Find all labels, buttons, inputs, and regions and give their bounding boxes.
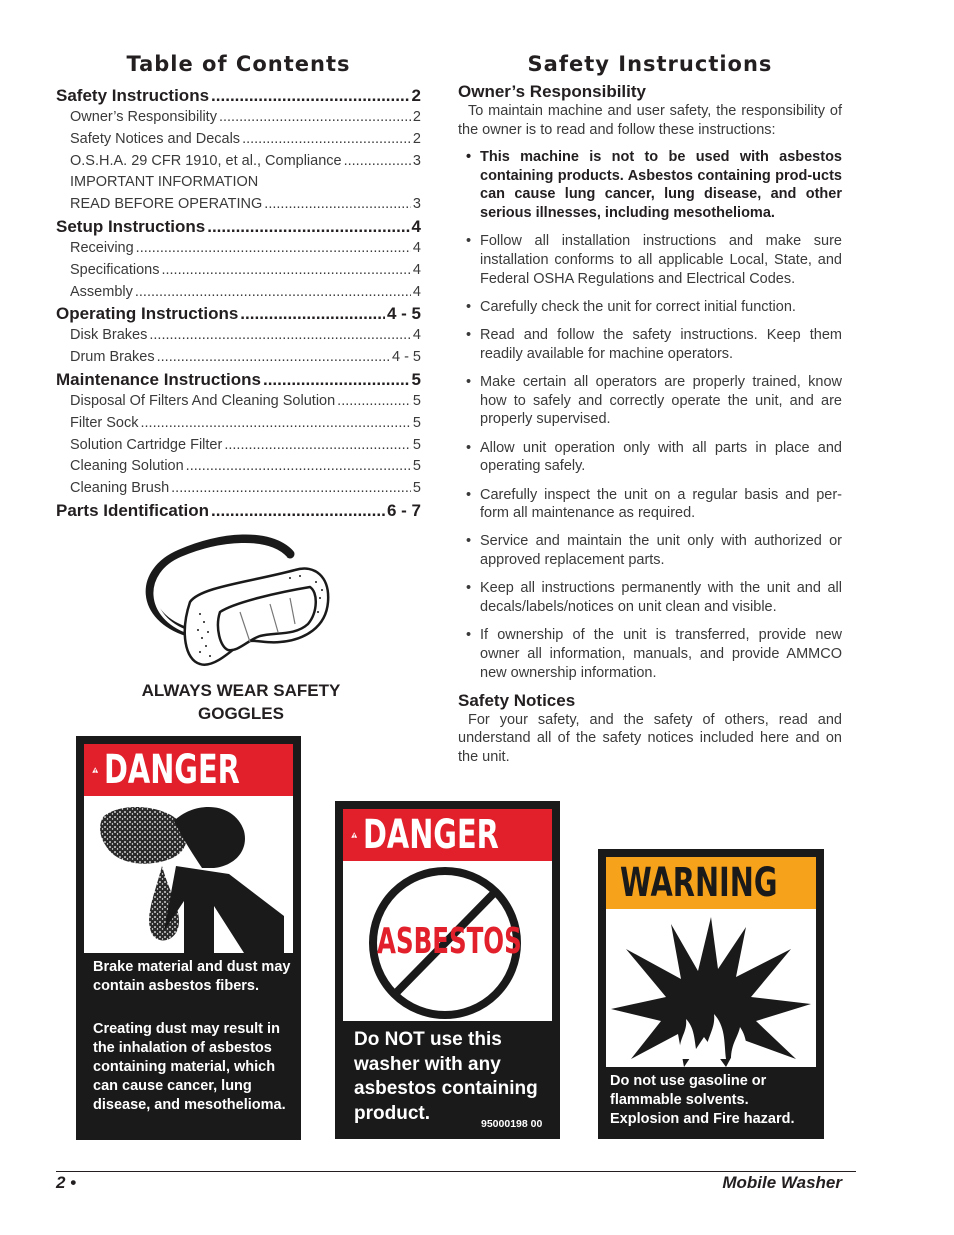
- safety-title: Safety Instructions: [527, 52, 773, 76]
- toc-leader: [135, 283, 411, 301]
- safety-bullet: • Allow unit operation only with all parts in place and operating safely.: [458, 439, 842, 476]
- warning-word: WARNING: [620, 860, 778, 906]
- toc-section-page: 4 - 5: [386, 304, 421, 324]
- safety-bullet-list: [458, 148, 842, 682]
- toc-item-label: Filter Sock: [70, 414, 139, 431]
- danger-header-2: [343, 809, 552, 861]
- toc-item-label: Cleaning Brush: [70, 480, 170, 497]
- decal3-text: Do not use gasoline or flammable solvents. Explosion and Fire hazard.: [610, 1073, 795, 1127]
- toc-item-label: IMPORTANT INFORMATION: [70, 174, 259, 191]
- warning-triangle-icon: [351, 821, 357, 849]
- safety-goggles-image: [140, 532, 340, 672]
- toc-item[interactable]: [56, 108, 421, 126]
- decal2-text: Do NOT use this washer with any asbestos containing product.: [354, 1029, 538, 1124]
- toc-item-label: O.S.H.A. 29 CFR 1910, et al., Compliance: [70, 152, 342, 169]
- asbestos-label: [377, 916, 527, 966]
- toc-item-label: Receiving: [70, 239, 134, 256]
- toc-leader: [211, 501, 385, 521]
- toc-leader: [141, 414, 411, 432]
- danger-word: DANGER: [363, 812, 500, 858]
- toc-item-page: 3: [412, 196, 421, 213]
- toc-item-page: 5: [412, 458, 421, 475]
- explosion-fire-icon: [606, 909, 816, 1067]
- footer-title: Mobile Washer: [722, 1173, 842, 1192]
- toc-item-page: 5: [412, 414, 421, 431]
- warning-header: [606, 857, 816, 909]
- safety-bullet: • Carefully check the unit for correct initial function.: [458, 298, 842, 317]
- toc-leader: [240, 304, 385, 324]
- goggles-caption: [110, 679, 372, 725]
- toc-section-0[interactable]: [56, 86, 421, 106]
- toc-item[interactable]: [56, 239, 421, 257]
- toc-section-3[interactable]: [56, 370, 421, 390]
- toc-item-label: Disk Brakes: [70, 327, 148, 344]
- toc-leader: [186, 457, 411, 475]
- asbestos-word: ASBESTOS: [377, 920, 522, 962]
- toc-leader: [136, 239, 411, 257]
- toc-item-page: 4 - 5: [391, 349, 421, 366]
- toc-title: Table of Contents: [126, 52, 351, 76]
- toc-section-label: Safety Instructions: [56, 86, 210, 105]
- toc-section-label: Maintenance Instructions: [56, 369, 261, 389]
- safety-bullet: • Follow all installation instructions and make sure installation conforms to all applicable Local, State, and Federal OSHA Regulations and Electrical Codes.: [458, 232, 842, 288]
- toc-section-label: Parts Identification: [56, 500, 210, 520]
- toc-item[interactable]: [56, 479, 421, 497]
- toc-leader: [171, 479, 411, 497]
- toc-item-page: 4: [412, 327, 421, 344]
- toc-item-page: 4: [412, 261, 421, 278]
- toc-section-page: 2: [411, 86, 421, 105]
- toc-item[interactable]: [56, 457, 421, 475]
- footer-rule: [56, 1171, 856, 1172]
- toc-item-label: Assembly: [70, 283, 133, 300]
- goggles-caption-line1: ALWAYS WEAR SAFETY: [141, 681, 341, 700]
- toc-leader: [207, 217, 409, 237]
- toc-leader: [211, 86, 409, 106]
- toc-item-page: 4: [412, 283, 421, 300]
- toc-leader: [224, 436, 411, 454]
- toc-item[interactable]: [56, 152, 421, 170]
- toc-item-label: READ BEFORE OPERATING: [70, 196, 263, 213]
- toc-item[interactable]: [56, 261, 421, 279]
- toc-leader: [219, 108, 411, 126]
- toc-item[interactable]: [56, 436, 421, 454]
- toc-section-1[interactable]: [56, 217, 421, 237]
- toc-item-label: Owner’s Responsibility: [70, 109, 217, 125]
- danger-word: DANGER: [104, 747, 241, 793]
- footer-page-number: 2 •: [56, 1173, 77, 1192]
- toc-item[interactable]: [56, 173, 421, 191]
- toc-leader: [344, 152, 411, 170]
- toc-leader: [264, 195, 411, 213]
- danger-asbestos-decal: [335, 801, 560, 1139]
- toc-item-page: 5: [412, 436, 421, 453]
- decal1-text2: Creating dust may result in the inhalation of asbestos containing material, which can cause cancer, lung disease, and mesothelioma.: [93, 1021, 286, 1113]
- toc-item[interactable]: [56, 348, 421, 366]
- toc-item-page: 5: [412, 392, 421, 409]
- toc-item-page: 4: [412, 239, 421, 256]
- toc-item-page: 2: [412, 109, 421, 125]
- toc-item-label: Disposal Of Filters And Cleaning Solution: [70, 392, 336, 409]
- toc-item-label: Cleaning Solution: [70, 458, 184, 475]
- safety-bullet: • Make certain all operators are properly trained, know how to safely and correctly operate the unit, and are properly supervised.: [458, 373, 842, 429]
- toc-item-label: Solution Cartridge Filter: [70, 436, 223, 453]
- toc-item[interactable]: [56, 283, 421, 301]
- toc-item-label: Specifications: [70, 261, 160, 278]
- safety-notices-text: For your safety, and the safety of others, read and understand all of the safety notices included here and on the unit.: [458, 711, 842, 765]
- toc-leader: [337, 392, 411, 410]
- toc-item[interactable]: [56, 326, 421, 344]
- safety-bullet: • If ownership of the unit is transferred, provide new owner all information, manuals, and provide AMMCO new ownership information.: [458, 626, 842, 682]
- toc-item-label: Safety Notices and Decals: [70, 130, 241, 147]
- warning-explosion-decal: [598, 849, 824, 1139]
- danger-header: [84, 744, 293, 796]
- safety-bullet: • Keep all instructions permanently with the unit and all decals/labels/notices on unit clean and visible.: [458, 579, 842, 616]
- dust-inhalation-image: [84, 796, 293, 953]
- decal2-code: 95000198 00: [481, 1118, 543, 1130]
- toc-leader: [263, 370, 410, 390]
- toc-leader: [157, 348, 390, 366]
- toc-section-label: Setup Instructions: [56, 216, 206, 236]
- toc-item-page: 5: [412, 480, 421, 497]
- toc-item[interactable]: [56, 414, 421, 432]
- toc-section-label: Operating Instructions: [56, 304, 239, 324]
- danger-dust-decal: [76, 736, 301, 1140]
- toc-section-page: 4: [411, 216, 421, 236]
- toc-item[interactable]: [56, 195, 421, 213]
- safety-bullet: • Service and maintain the unit only with authorized or approved replacement parts.: [458, 532, 842, 569]
- toc-item-label: Drum Brakes: [70, 349, 155, 366]
- decal1-text1: Brake material and dust may contain asbestos fibers.: [93, 959, 291, 994]
- table-of-contents: [56, 86, 421, 523]
- goggles-caption-line2: GOGGLES: [198, 704, 284, 723]
- safety-bullet: • This machine is not to be used with asbestos containing products. Asbestos containing prod-ucts can cause lung cancer, lung disease, and other serious illnesses, including mesothelioma.: [458, 148, 842, 223]
- toc-item[interactable]: [56, 392, 421, 410]
- toc-leader: [161, 261, 410, 279]
- owner-intro: To maintain machine and user safety, the responsibility of the owner is to read and follow these instructions:: [458, 103, 842, 138]
- warning-triangle-icon: [92, 756, 98, 784]
- toc-section-page: 6 - 7: [386, 500, 421, 520]
- safety-notices-heading: Safety Notices: [458, 690, 576, 710]
- safety-bullet: • Read and follow the safety instructions. Keep them readily available for machine operators.: [458, 326, 842, 363]
- toc-section-2[interactable]: [56, 304, 421, 324]
- toc-leader: [149, 326, 411, 344]
- safety-bullet: • Carefully inspect the unit on a regular basis and per-form all maintenance as required.: [458, 486, 842, 523]
- toc-item-page: 3: [412, 152, 421, 169]
- owner-responsibility-heading: Owner’s Responsibility: [458, 82, 646, 101]
- toc-leader: [242, 130, 411, 148]
- toc-section-page: 5: [411, 369, 421, 389]
- toc-item[interactable]: [56, 130, 421, 148]
- toc-section-4[interactable]: [56, 501, 421, 521]
- toc-item-page: 2: [412, 130, 421, 147]
- safety-instructions: [458, 52, 842, 766]
